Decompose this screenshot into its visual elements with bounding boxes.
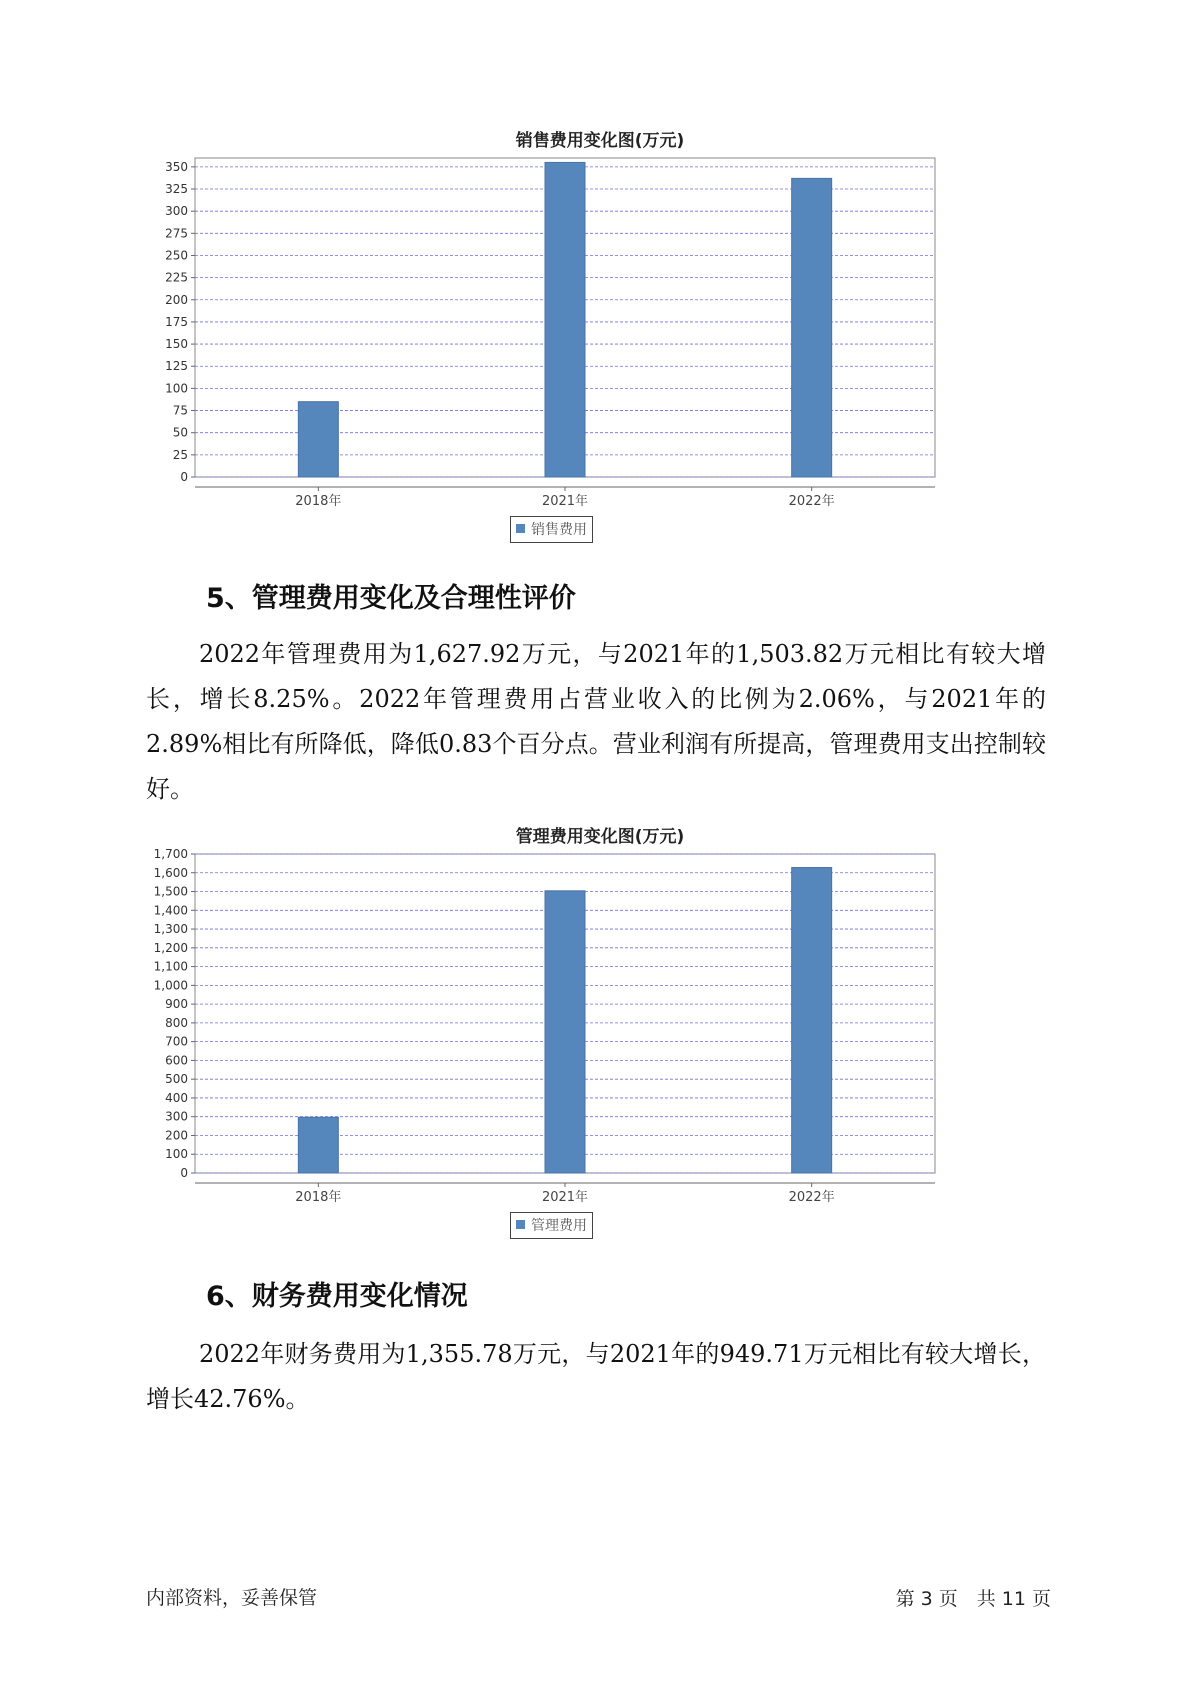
admin-chart-plot	[153, 847, 1040, 1228]
bar-admin-1	[545, 891, 585, 1173]
x-tick-label: 2022年	[788, 494, 835, 509]
y-tick-label: 1,400	[153, 903, 188, 918]
x-tick-label: 2021年	[541, 1190, 589, 1205]
y-tick-label: 300	[165, 204, 188, 219]
legend-swatch	[516, 1220, 525, 1229]
footer-confidential-note: 内部资料，妥善保管	[146, 1587, 318, 1609]
bar-sales-2	[792, 178, 832, 477]
y-tick-label: 700	[165, 1034, 188, 1049]
y-tick-label: 225	[165, 270, 188, 285]
y-tick-label: 75	[172, 403, 188, 418]
bar-admin-0	[298, 1117, 338, 1173]
x-tick-label: 2018年	[295, 494, 342, 509]
finance-section-paragraph: 2022年财务费用为1,355.78万元，与2021年的949.71万元相比有较大增长，增长42.76%。	[146, 1340, 1046, 1413]
y-tick-label: 1,100	[153, 959, 188, 974]
sales-chart	[160, 130, 1040, 538]
y-tick-label: 100	[165, 381, 188, 396]
y-tick-label: 800	[165, 1015, 188, 1030]
y-tick-label: 1,500	[153, 884, 188, 899]
admin-legend-label: 管理费用	[531, 1218, 587, 1234]
x-tick-label: 2021年	[541, 494, 589, 509]
y-tick-label: 0	[180, 1166, 188, 1180]
bar-sales-0	[298, 402, 338, 477]
sales-legend-label: 销售费用	[531, 522, 587, 538]
bar-admin-2	[792, 868, 832, 1173]
y-tick-label: 350	[165, 159, 188, 174]
y-tick-label: 600	[165, 1053, 188, 1068]
finance-section-heading: 6、财务费用变化情况	[206, 1281, 468, 1312]
y-tick-label: 500	[165, 1072, 188, 1087]
x-tick-label: 2022年	[788, 1190, 835, 1205]
admin-section-heading: 5、管理费用变化及合理性评价	[206, 583, 576, 614]
footer-page-number: 第 3 页 共 11 页	[895, 1588, 1051, 1610]
y-tick-label: 50	[172, 425, 188, 440]
y-tick-label: 150	[165, 337, 188, 352]
y-tick-label: 250	[165, 248, 188, 263]
y-tick-label: 900	[165, 997, 188, 1012]
y-tick-label: 1,700	[153, 847, 188, 861]
sales-chart-plot	[160, 152, 1040, 532]
y-tick-label: 0	[180, 470, 188, 484]
admin-chart-legend	[510, 1212, 593, 1239]
admin-chart	[153, 826, 1040, 1234]
sales-chart-title: 销售费用变化图(万元)	[515, 131, 685, 151]
y-tick-label: 300	[165, 1109, 188, 1124]
y-tick-label: 100	[165, 1147, 188, 1162]
y-tick-label: 275	[165, 226, 188, 241]
y-tick-label: 325	[165, 182, 188, 197]
admin-section-paragraph: 2022年管理费用为1,627.92万元，与2021年的1,503.82万元相比有较大增长，增长8.25%。2022年管理费用占营业收入的比例为2.06%，与2021年的2.89%相比有所降低，降低0.83个百分点。营业利润有所提高，管理费用支出控制较好。	[146, 640, 1046, 803]
y-tick-label: 125	[165, 359, 188, 374]
admin-chart-title: 管理费用变化图(万元)	[515, 827, 685, 847]
y-tick-label: 400	[165, 1090, 188, 1105]
y-tick-label: 200	[165, 1128, 188, 1143]
y-tick-label: 1,600	[153, 865, 188, 880]
y-tick-label: 175	[165, 314, 188, 329]
y-tick-label: 1,200	[153, 940, 188, 955]
sales-chart-legend	[510, 516, 593, 543]
y-tick-label: 1,300	[153, 922, 188, 937]
bar-sales-1	[545, 162, 585, 477]
y-tick-label: 1,000	[153, 978, 188, 993]
y-tick-label: 200	[165, 292, 188, 307]
y-tick-label: 25	[172, 447, 188, 462]
legend-swatch	[516, 524, 525, 533]
x-tick-label: 2018年	[295, 1190, 342, 1205]
